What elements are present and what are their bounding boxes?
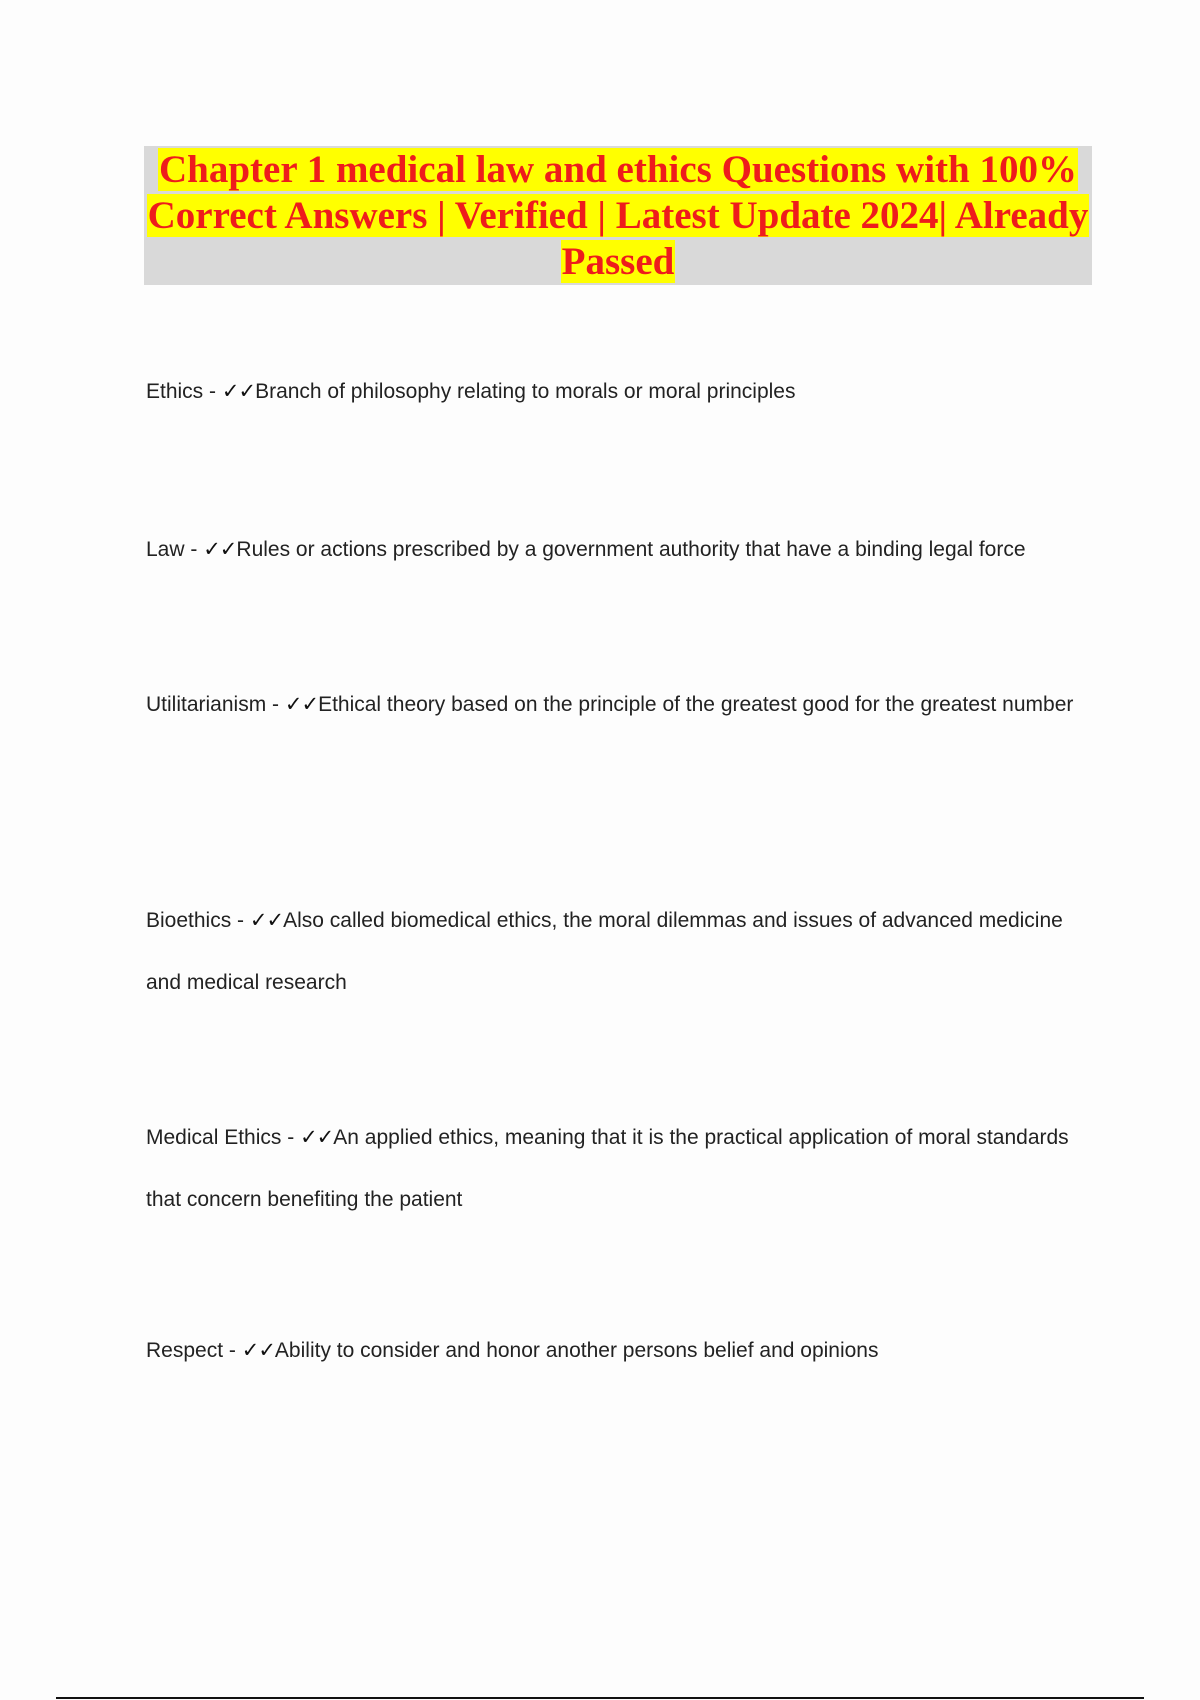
qa-separator: - xyxy=(184,538,204,561)
qa-entry-ethics xyxy=(146,361,1086,423)
qa-definition: Branch of philosophy relating to morals or moral principles xyxy=(255,380,796,403)
qa-separator: - xyxy=(281,1126,301,1149)
qa-term: Respect xyxy=(146,1339,224,1362)
qa-separator: - xyxy=(266,693,285,716)
qa-term: Medical Ethics xyxy=(146,1126,282,1149)
qa-separator: - xyxy=(231,909,250,932)
qa-entry-medical-ethics xyxy=(146,1107,1086,1231)
qa-definition: Rules or actions prescribed by a government authority that have a binding legal force xyxy=(236,538,1026,561)
document-title-text: Chapter 1 medical law and ethics Questions with 100% Correct Answers | Verified | Latest Update 2024| Already Passed xyxy=(147,147,1089,283)
qa-definition: Ability to consider and honor another persons belief and opinions xyxy=(274,1339,879,1362)
qa-entry-bioethics xyxy=(146,890,1086,1014)
qa-term: Bioethics xyxy=(146,909,232,932)
qa-term: Utilitarianism xyxy=(146,693,267,716)
qa-entry-respect xyxy=(146,1320,1086,1382)
double-check-icon: ✓✓ xyxy=(203,538,237,561)
qa-definition: An applied ethics, meaning that it is the practical application of moral standards that concern benefiting the patient xyxy=(146,1126,1069,1211)
page-bottom-divider xyxy=(56,1697,1144,1699)
document-title xyxy=(144,147,1092,285)
double-check-icon: ✓✓ xyxy=(241,1339,275,1362)
title-banner xyxy=(144,146,1092,285)
qa-entry-law xyxy=(146,519,1086,581)
double-check-icon: ✓✓ xyxy=(300,1126,334,1149)
double-check-icon: ✓✓ xyxy=(221,380,256,403)
qa-definition: Ethical theory based on the principle of the greatest good for the greatest number xyxy=(318,693,1074,716)
double-check-icon: ✓✓ xyxy=(284,693,319,716)
qa-separator: - xyxy=(203,380,222,403)
qa-separator: - xyxy=(223,1339,242,1362)
qa-term: Law xyxy=(146,538,185,561)
qa-entry-utilitarianism xyxy=(146,674,1086,736)
qa-term: Ethics xyxy=(146,380,204,403)
qa-definition: Also called biomedical ethics, the moral dilemmas and issues of advanced medicine and medical research xyxy=(146,909,1063,994)
double-check-icon: ✓✓ xyxy=(249,909,284,932)
